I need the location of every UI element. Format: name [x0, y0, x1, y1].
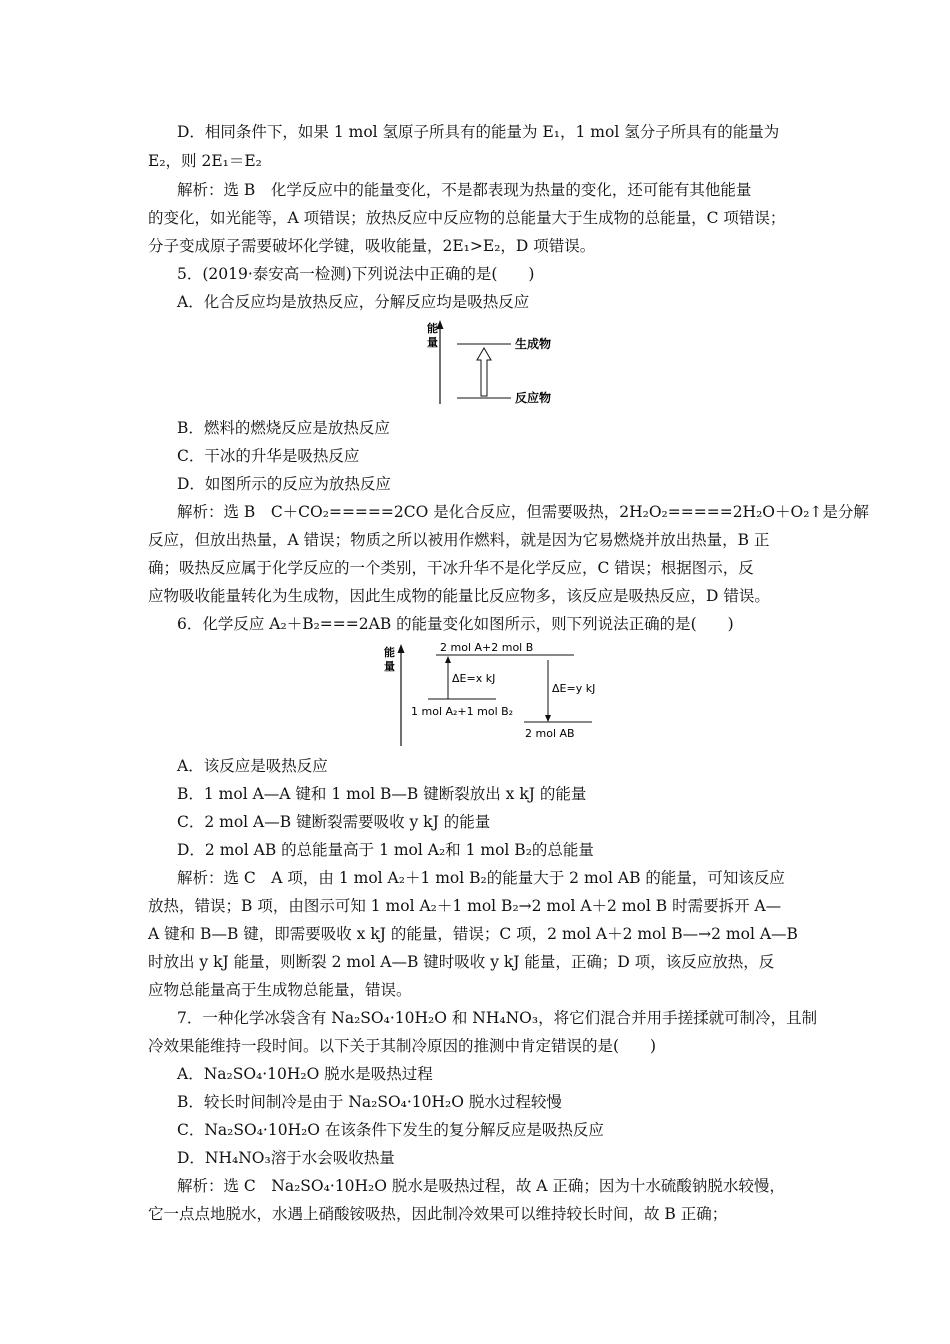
text-line: 应物吸收能量转化为生成物，因此生成物的能量比反应物多，该反应是吸热反应，D 错误。	[148, 587, 770, 605]
question-7: 7．一种化学冰袋含有 Na₂SO₄·10H₂O 和 NH₄NO₃，将它们混合并用手搓揉就可制冷，且制	[177, 1009, 818, 1027]
option-b: B．较长时间制冷是由于 Na₂SO₄·10H₂O 脱水过程较慢	[177, 1093, 562, 1111]
energy-diagram-2	[378, 636, 628, 748]
arrow-x-head-icon	[445, 656, 451, 663]
delta-e-x-label: ΔE=x kJ	[452, 672, 496, 685]
option-c: C．干冰的升华是吸热反应	[177, 447, 360, 465]
text-line: E₂，则 2E₁＝E₂	[148, 152, 262, 170]
option-b: B．1 mol A—A 键和 1 mol B—B 键断裂放出 x kJ 的能量	[177, 785, 587, 803]
y-axis-label-2: 量	[384, 660, 395, 673]
text-line: 解析：选 B 化学反应中的能量变化，不是都表现为热量的变化，还可能有其他能量	[177, 181, 752, 199]
text-line: 冷效果能维持一段时间。以下关于其制冷原因的推测中肯定错误的是( )	[148, 1037, 657, 1055]
up-arrow-icon	[477, 348, 491, 396]
delta-e-y-label: ΔE=y kJ	[552, 682, 596, 695]
product-label: 生成物	[515, 337, 552, 351]
reactant-level-label: 1 mol A₂+1 mol B₂	[411, 705, 514, 718]
text-line: A 键和 B—B 键，即需要吸收 x kJ 的能量，错误；C 项，2 mol A＋2 mol B—→2 mol A—B	[148, 925, 798, 943]
y-axis-label-1: 能	[384, 646, 395, 659]
text-line: D．相同条件下，如果 1 mol 氢原子所具有的能量为 E₁，1 mol 氢分子所具有的能量为	[177, 123, 780, 141]
option-b: B．燃料的燃烧反应是放热反应	[177, 419, 390, 437]
reactant-label: 反应物	[515, 391, 552, 405]
text-line: 解析：选 C A 项，由 1 mol A₂＋1 mol B₂的能量大于 2 mol AB 的能量，可知该反应	[177, 869, 785, 887]
option-d: D．2 mol AB 的总能量高于 1 mol A₂和 1 mol B₂的总能量	[177, 841, 594, 859]
axis-arrowhead	[398, 644, 405, 653]
text-line: 它一点点地脱水，水遇上硝酸铵吸热，因此制冷效果可以维持较长时间，故 B 正确；	[148, 1205, 728, 1223]
text-line: 时放出 y kJ 能量，则断裂 2 mol A—B 键时吸收 y kJ 能量，正确；D 项，该反应放热，反	[148, 953, 775, 971]
energy-diagram-1	[405, 318, 605, 410]
option-d: D．如图所示的反应为放热反应	[177, 475, 391, 493]
text-line: 解析：选 C Na₂SO₄·10H₂O 脱水是吸热过程，故 A 正确；因为十水硫酸钠脱水较慢，	[177, 1177, 785, 1195]
option-a: A．Na₂SO₄·10H₂O 脱水是吸热过程	[177, 1065, 433, 1083]
text-line: 的变化，如光能等，A 项错误；放热反应中反应物的总能量大于生成物的总能量，C 项错误；	[148, 209, 786, 227]
question-6: 6．化学反应 A₂＋B₂===2AB 的能量变化如图所示，则下列说法正确的是( )	[177, 615, 734, 633]
y-axis-label-2: 量	[427, 336, 438, 349]
text-line: 确；吸热反应属于化学反应的一个类别，干冰升华不是化学反应，C 错误；根据图示，反	[148, 559, 754, 577]
option-c: C．Na₂SO₄·10H₂O 在该条件下发生的复分解反应是吸热反应	[177, 1121, 604, 1139]
option-a: A．化合反应均是放热反应，分解反应均是吸热反应	[177, 293, 530, 311]
question-5: 5．(2019·泰安高一检测)下列说法中正确的是( )	[177, 265, 535, 283]
option-d: D．NH₄NO₃溶于水会吸收热量	[177, 1149, 395, 1167]
text-line: 放热，错误；B 项，由图示可知 1 mol A₂＋1 mol B₂→2 mol A＋2 mol B 时需要拆开 A—	[148, 897, 782, 915]
text-line: 反应，但放出热量，A 错误；物质之所以被用作燃料，就是因为它易燃烧并放出热量，B 正	[148, 531, 770, 549]
product-level-label: 2 mol AB	[525, 727, 575, 740]
text-line: 应物总能量高于生成物总能量，错误。	[148, 981, 412, 999]
y-axis-label-1: 能	[427, 322, 438, 335]
arrow-y-head-icon	[545, 715, 551, 722]
text-line: 解析：选 B C＋CO₂=====2CO 是化合反应，但需要吸热，2H₂O₂=====2H₂O＋O₂↑是分解	[177, 503, 869, 521]
option-a: A．该反应是吸热反应	[177, 757, 328, 775]
top-level-label: 2 mol A+2 mol B	[440, 641, 534, 654]
text-line: 分子变成原子需要破坏化学键，吸收能量，2E₁>E₂，D 项错误。	[148, 237, 596, 255]
option-c: C．2 mol A—B 键断裂需要吸收 y kJ 的能量	[177, 813, 491, 831]
